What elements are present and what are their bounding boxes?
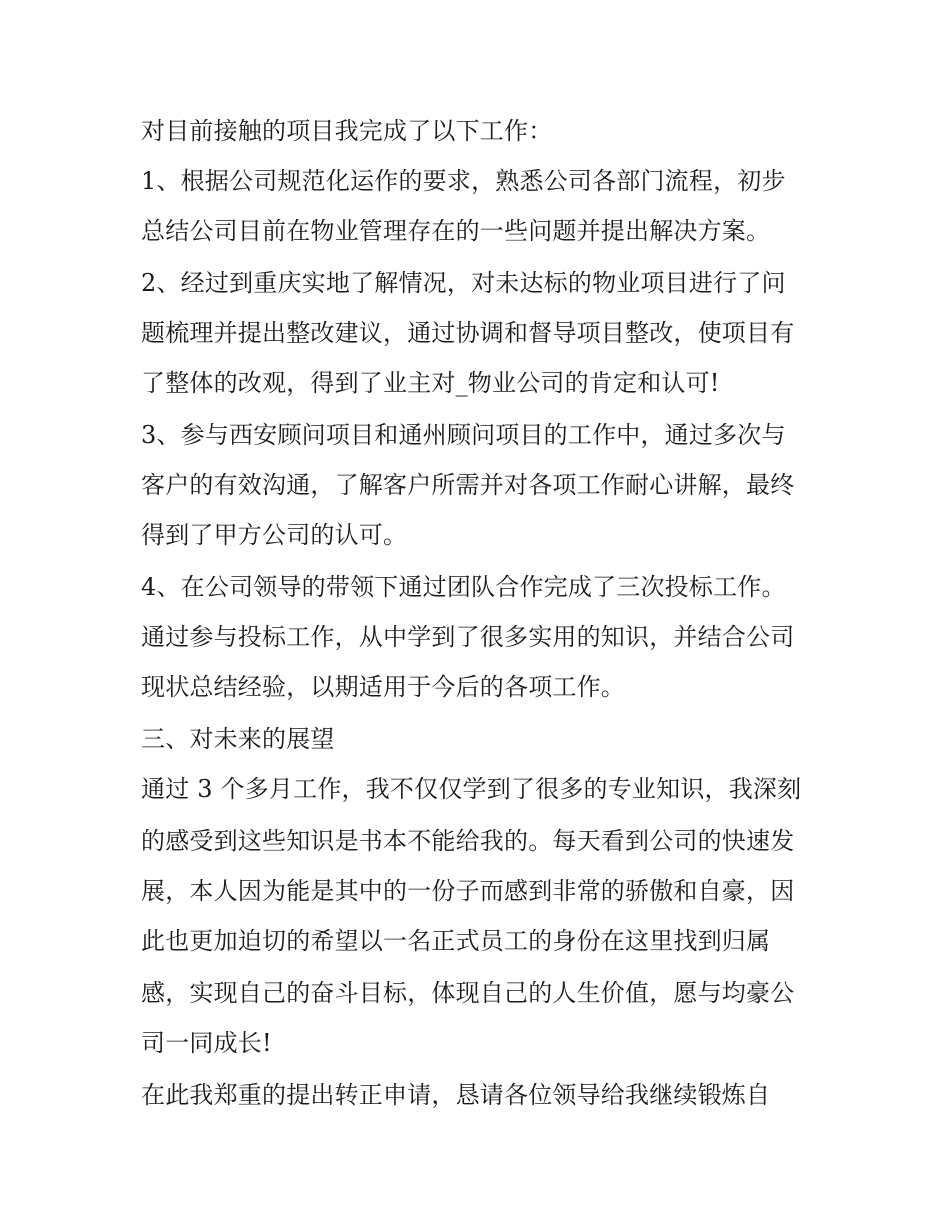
text-line-closing: 在此我郑重的提出转正申请，恳请各位领导给我继续锻炼自: [141, 1081, 771, 1109]
text-line-item2-b: 题梳理并提出整改建议，通过协调和督导项目整改，使项目有: [141, 319, 795, 347]
text-line-item4-c: 现状总结经验，以期适用于今后的各项工作。: [141, 673, 625, 701]
section-heading-outlook: 三、对未来的展望: [141, 725, 335, 753]
text-line-item2-c: 了整体的改观，得到了业主对_物业公司的肯定和认可!: [141, 369, 720, 397]
text-line-item1-a: 1、根据公司规范化运作的要求，熟悉公司各部门流程，初步: [141, 167, 786, 195]
text-line-outlook-b: 的感受到这些知识是书本不能给我的。每天看到公司的快速发: [141, 827, 795, 855]
text-line-item3-a: 3、参与西安顾问项目和通州顾问项目的工作中，通过多次与: [141, 421, 786, 449]
text-line-item2-a: 2、经过到重庆实地了解情况，对未达标的物业项目进行了问: [141, 269, 786, 297]
text-line-item4-b: 通过参与投标工作，从中学到了很多实用的知识，并结合公司: [141, 623, 795, 651]
text-line-outlook-a: 通过 3 个多月工作，我不仅仅学到了很多的专业知识，我深刻: [141, 775, 802, 803]
text-line-item3-b: 客户的有效沟通，了解客户所需并对各项工作耐心讲解，最终: [141, 471, 795, 499]
text-line-outlook-e: 感，实现自己的奋斗目标，体现自己的人生价值，愿与均豪公: [141, 979, 795, 1007]
text-line-item1-b: 总结公司目前在物业管理存在的一些问题并提出解决方案。: [141, 217, 771, 245]
text-line-intro: 对目前接触的项目我完成了以下工作：: [141, 117, 553, 145]
text-line-outlook-d: 此也更加迫切的希望以一名正式员工的身份在这里找到归属: [141, 927, 771, 955]
text-line-item3-c: 得到了甲方公司的认可。: [141, 521, 408, 549]
text-line-outlook-f: 司一同成长!: [141, 1029, 272, 1057]
text-line-item4-a: 4、在公司领导的带领下通过团队合作完成了三次投标工作。: [141, 573, 786, 601]
text-line-outlook-c: 展，本人因为能是其中的一份子而感到非常的骄傲和自豪，因: [141, 877, 795, 905]
